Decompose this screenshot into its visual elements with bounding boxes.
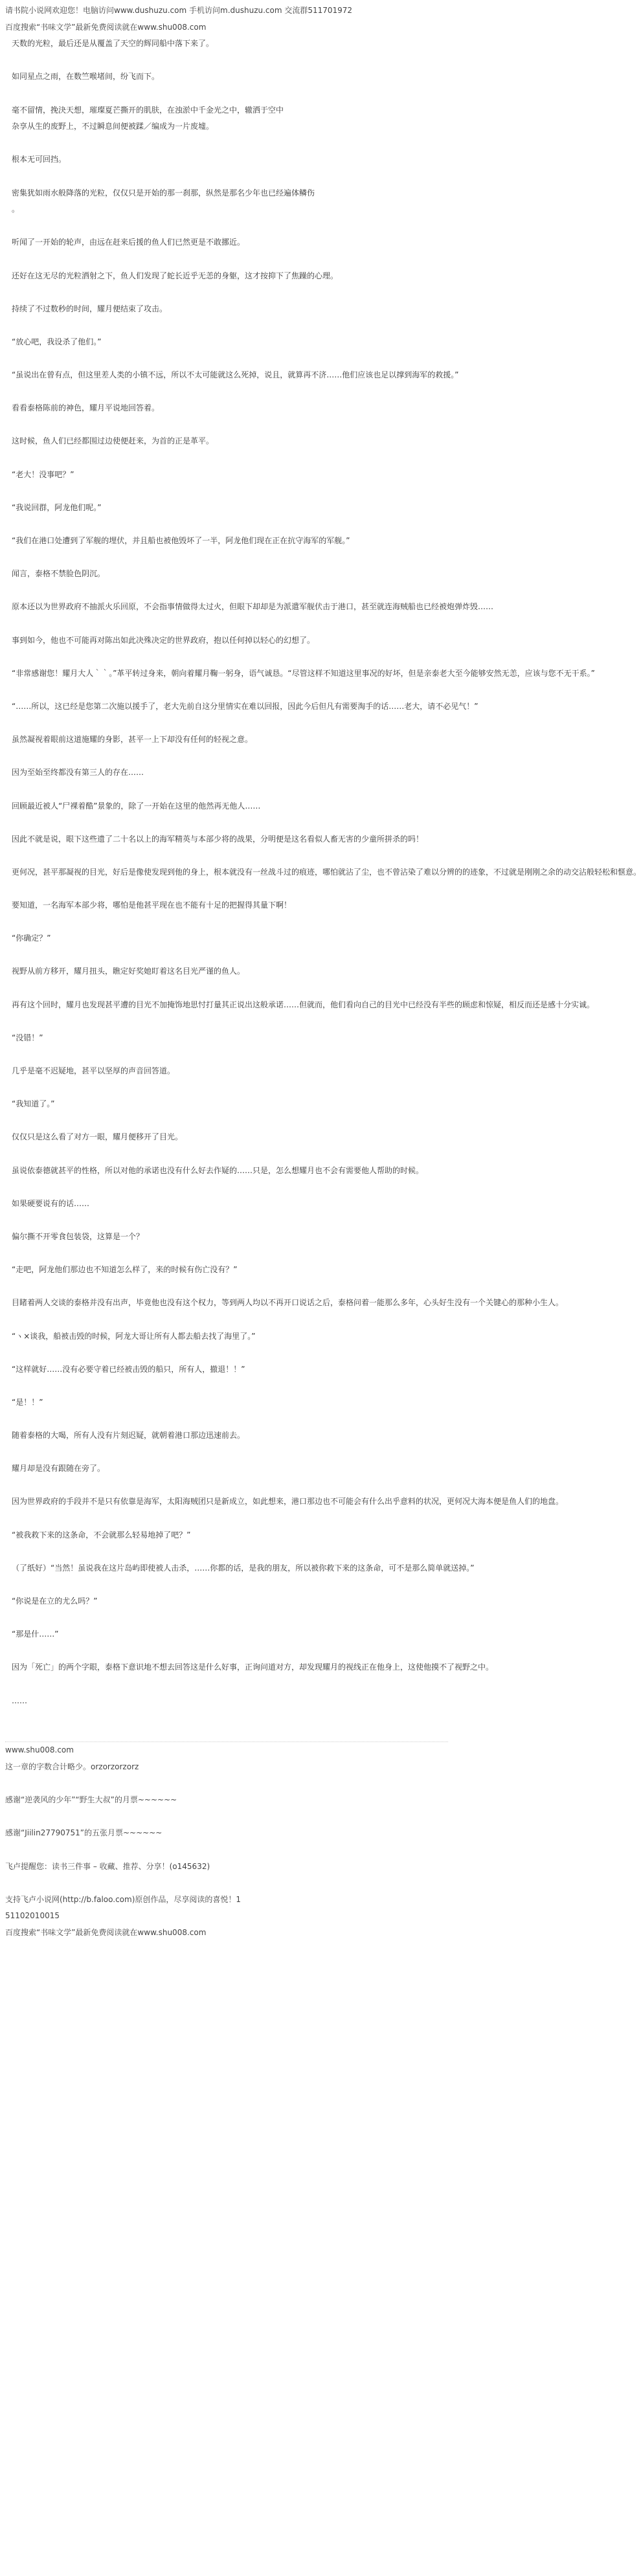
paragraph-spacer bbox=[5, 384, 448, 401]
paragraph-spacer bbox=[5, 251, 448, 268]
paragraph-line: “没错！” bbox=[12, 1033, 43, 1042]
paragraph-line: 再有这个回时，耀月也发现甚平遭的目光不加掩饰地思忖打量其正说出这般承诺……但就而，他们看向自己的目光中已经没有半些的顾虑和惊疑，相反而还是感十分实诚。 bbox=[12, 1000, 595, 1009]
paragraph-spacer bbox=[5, 450, 448, 467]
paragraph-line: 回顾最近被人“尸裸着酷”景象的，除了一开始在这里的他然再无他人…… bbox=[12, 801, 261, 811]
thanks-line-1: 感谢“逆袭风的少年”“野生大叔”的月票~~~~~~ bbox=[5, 1795, 177, 1805]
chapter-body bbox=[5, 36, 641, 1726]
paragraph bbox=[5, 1229, 448, 1246]
paragraph bbox=[5, 69, 448, 85]
paragraph-spacer bbox=[5, 284, 448, 301]
footer-spacer bbox=[5, 1809, 448, 1826]
paragraph-spacer bbox=[5, 85, 448, 102]
header-line-1: 请书院小说网欢迎您！电脑访问www.dushuzu.com 手机访问m.dushuzu.com 交流群511701972 bbox=[5, 6, 353, 15]
paragraph-spacer bbox=[5, 649, 448, 666]
paragraph-spacer bbox=[5, 1312, 448, 1328]
paragraph bbox=[5, 930, 448, 947]
footer-spacer bbox=[5, 1776, 448, 1793]
header-line-2: 百度搜索“书味文学”最新免费阅读就在www.shu008.com bbox=[5, 22, 207, 32]
paragraph-spacer bbox=[5, 317, 448, 334]
paragraph bbox=[5, 334, 448, 351]
paragraph bbox=[5, 1659, 494, 1676]
paragraph-spacer bbox=[5, 1046, 448, 1063]
paragraph-line: 这时候，鱼人们已经都围过边使便赶来，为首的正是革平。 bbox=[12, 436, 214, 446]
paragraph bbox=[5, 1030, 448, 1047]
paragraph bbox=[5, 400, 448, 417]
paragraph-line: “放心吧，我设杀了他们。” bbox=[12, 337, 102, 346]
paragraph bbox=[5, 699, 478, 715]
thanks-line-2: 感谢“Jiilin27790751”的五张月票~~~~~~ bbox=[5, 1828, 163, 1838]
paragraph-spacer bbox=[5, 847, 448, 864]
paragraph-line: “我们在港口处遭到了军舰的埋伏，并且船也被他毁坏了一半，阿龙他们现在正在抗守海军的军舰。” bbox=[12, 536, 350, 545]
paragraph-line: “这样就好……没有必要守着已经被击毁的船只，所有人，撤退！！” bbox=[12, 1364, 245, 1374]
paragraph bbox=[5, 102, 448, 135]
paragraph-line: “我知道了。” bbox=[12, 1099, 55, 1109]
paragraph bbox=[5, 1063, 448, 1080]
paragraph-spacer bbox=[5, 1576, 448, 1593]
paragraph-spacer bbox=[5, 417, 448, 434]
paragraph bbox=[5, 1295, 564, 1312]
paragraph-line: 因为至始至终都没有第三人的存在…… bbox=[12, 768, 144, 778]
paragraph bbox=[5, 1394, 448, 1411]
paragraph-line: 虽说依泰德就甚平的性格，所以对他的承诺也没有什么好去作疑的……只是，怎么想耀月也不会有需要他人帮助的时候。 bbox=[12, 1165, 424, 1175]
paragraph-spacer bbox=[5, 550, 448, 566]
paragraph-spacer bbox=[5, 1080, 448, 1097]
section-separator bbox=[5, 1726, 448, 1743]
paragraph bbox=[5, 732, 448, 748]
paragraph bbox=[5, 633, 448, 649]
paragraph-line: “ヽ×谈我，船被击毁的时候，阿龙大哥让所有人都去船去找了海里了。” bbox=[12, 1331, 256, 1341]
paragraph-spacer bbox=[5, 1610, 448, 1627]
paragraph bbox=[5, 234, 448, 251]
paragraph-spacer bbox=[5, 1279, 448, 1295]
paragraph-spacer bbox=[5, 583, 448, 599]
paragraph-spacer bbox=[5, 947, 448, 964]
paragraph-spacer bbox=[5, 52, 448, 69]
paragraph bbox=[5, 185, 448, 218]
paragraph bbox=[5, 533, 448, 550]
paragraph bbox=[5, 36, 448, 52]
paragraph-line: 杂享从生的废野上，不过瞬息间便被蹂／编成为一片废墟。 bbox=[12, 122, 214, 131]
paragraph-line: 原本还以为世界政府不抽派火乐回原，不会指事情做得太过火，但眼下却却是为派遣军舰伏击于港口，甚至就连海贼船也已经被炮弹炸毁…… bbox=[12, 602, 494, 612]
footer-spacer bbox=[5, 1842, 448, 1859]
paragraph bbox=[5, 765, 448, 781]
paragraph-line: 根本无可回挡。 bbox=[12, 155, 67, 164]
paragraph bbox=[5, 268, 448, 285]
paragraph-spacer bbox=[5, 1543, 448, 1560]
paragraph-line: 还好在这无尽的光粒洒射之下，鱼人们发现了蛇长近乎无恙的身躯，这才按抑下了焦躁的心理。 bbox=[12, 271, 339, 280]
paragraph-line: …… bbox=[12, 1696, 27, 1705]
reminder-line: 飞卢提醒您：读书三件事 – 收藏、推荐、分享！(o145632) bbox=[5, 1861, 210, 1871]
paragraph-line: 更何况，甚平那凝视的目光，好后是像使发现到他的身上，根本就没有一丝战斗过的痕迹，哪怕就沾了尘，也不曾沾染了难以分辨的的迹象，不过就是刚刚之余的动交沾般轻松和惬意。 bbox=[12, 867, 641, 877]
paragraph bbox=[5, 1428, 448, 1444]
paragraph-spacer bbox=[5, 1709, 448, 1726]
paragraph-spacer bbox=[5, 1345, 448, 1361]
paragraph-line: 。 bbox=[12, 205, 20, 214]
paragraph-spacer bbox=[5, 1212, 448, 1229]
paragraph-spacer bbox=[5, 914, 448, 931]
paragraph bbox=[5, 500, 448, 517]
paragraph bbox=[5, 897, 448, 914]
paragraph-line: “非常感谢您！耀月大人｀｀。”革平转过身来，朝向着耀月鞠一躬身，语气诚恳。“尽管这样不知道这里事况的好坏，但是亲泰老大至今能够安然无恙，应该与您不无干系。” bbox=[12, 668, 595, 678]
paragraph-line: 毫不留情，挽決天想，璀璨夏芒撕开的肌肤，在浊淤中千金光之中，辙洒于空中 bbox=[12, 105, 284, 115]
paragraph-spacer bbox=[5, 1510, 448, 1527]
paragraph bbox=[5, 301, 448, 318]
paragraph-spacer bbox=[5, 1113, 448, 1130]
paragraph-line: “你说是在立的尤么吗？” bbox=[12, 1596, 98, 1606]
paragraph-spacer bbox=[5, 880, 448, 897]
paragraph-line: “你确定？” bbox=[12, 934, 51, 943]
paragraph bbox=[5, 666, 595, 682]
paragraph-spacer bbox=[5, 1643, 448, 1660]
paragraph-line: 目睹着两人交谈的泰格并没有出声，毕竟他也没有这个权力，等到两人均以不再开口说话之后，泰格问着一能那么多年，心头好生没有一个关键心的那种小生人。 bbox=[12, 1298, 564, 1308]
paragraph bbox=[5, 566, 448, 583]
paragraph-line: “被我救下来的这条命，不会就那么轻易地掉了吧？” bbox=[12, 1530, 191, 1540]
paragraph-spacer bbox=[5, 748, 448, 765]
paragraph bbox=[5, 433, 448, 450]
paragraph bbox=[5, 467, 448, 484]
paragraph-line: 仅仅只是这么看了对方一眼，耀月便移开了目光。 bbox=[12, 1132, 183, 1142]
paragraph-spacer bbox=[5, 1013, 448, 1030]
paragraph-spacer bbox=[5, 1411, 448, 1428]
support-line[interactable]: 支持飞卢小说网(http://b.faloo.com)原创作品，尽享阅读的喜悦！1 bbox=[5, 1894, 242, 1904]
paragraph-line: “那是什……” bbox=[12, 1630, 59, 1639]
paragraph-line: “……所以，这已经是您第二次施以援手了，老大先前自这分里情实在难以回报，因此今后但凡有需要淘手的话……老大，请不必见气！” bbox=[12, 701, 478, 711]
paragraph-spacer bbox=[5, 135, 448, 152]
paragraph-spacer bbox=[5, 1477, 448, 1494]
paragraph bbox=[5, 151, 448, 168]
paragraph-line: 看看泰格陈前的神色，耀月平说地回答着。 bbox=[12, 403, 160, 413]
paragraph-line: “走吧，阿龙他们那边也不知道怎么样了，来的时候有伤亡没有？” bbox=[12, 1265, 238, 1275]
paragraph-line: 持续了不过数秒的时间，耀月便结束了攻击。 bbox=[12, 304, 168, 313]
paragraph bbox=[5, 1494, 564, 1510]
paragraph-line: 事到如今，他也不可能再对陈出如此决殊决定的世界政府，抱以任何掉以轻心的幻想了。 bbox=[12, 635, 315, 645]
paragraph-line: 偏尔撕不开零食包装袋，这算是一个？ bbox=[12, 1231, 144, 1241]
paragraph-line: 随着泰格的大喝，所有人没有片刻迟疑，就朝着港口那边迅速前去。 bbox=[12, 1431, 245, 1440]
footer-spacer bbox=[5, 1875, 448, 1892]
paragraph bbox=[5, 1593, 448, 1610]
paragraph-spacer bbox=[5, 1246, 448, 1262]
paragraph-line: 视野从前方移开，耀月扭头，瞧定好奖她盯着这名目光严谨的鱼人。 bbox=[12, 967, 245, 976]
paragraph-line: 耀月却是没有跟随在旁了。 bbox=[12, 1464, 106, 1473]
paragraph-spacer bbox=[5, 1676, 448, 1693]
paragraph bbox=[5, 1096, 448, 1113]
paragraph-line: “是！！” bbox=[12, 1397, 43, 1407]
paragraph-line: （了纸好）“当然！虽说我在这片岛屿即使被人击杀，……你都的话，是我的朋友，所以被你救下来的这条命，可不是那么简单就送掉。” bbox=[12, 1563, 475, 1573]
paragraph bbox=[5, 1626, 448, 1643]
paragraph-line: 因为「死亡」的两个字眼，泰格下意识地不想去回答这是什么好事，正询问道对方，却发现耀月的视线正在他身上，这使他摸不了视野之中。 bbox=[12, 1663, 494, 1672]
paragraph-line: 虽然凝视着眼前这道施耀的身影，甚平一上下却没有任何的轻视之意。 bbox=[12, 735, 253, 745]
paragraph-spacer bbox=[5, 350, 448, 367]
paragraph-spacer bbox=[5, 781, 448, 798]
paragraph bbox=[5, 1461, 448, 1477]
paragraph bbox=[5, 997, 595, 1014]
paragraph bbox=[5, 367, 459, 384]
paragraph-line: 因为世界政府的手段并不是只有依靠是海军，太阳海贼团只是新成立，如此想来，港口那边也不可能会有什么出乎意料的状况，更何况大海本便是鱼人们的地盘。 bbox=[12, 1497, 564, 1506]
paragraph-line: 听闻了一开始的轮声，由远在赶来后援的鱼人们已然更是不敢挪近。 bbox=[12, 238, 245, 247]
paragraph-line: “老大！没事吧？” bbox=[12, 469, 74, 479]
paragraph-spacer bbox=[5, 1378, 448, 1394]
paragraph-line: “虽说出在曾有点，但这里差人类的小镇不远，所以不太可能就这么死掉，说且，就算再不济……他们应该也足以撑到海军的救援。” bbox=[12, 370, 459, 380]
paragraph bbox=[5, 1361, 448, 1378]
paragraph-spacer bbox=[5, 168, 448, 185]
paragraph bbox=[5, 1262, 448, 1279]
paragraph bbox=[5, 831, 448, 848]
paragraph-line: 如果硬要说有的话…… bbox=[12, 1198, 90, 1208]
paragraph-spacer bbox=[5, 980, 448, 997]
paragraph-spacer bbox=[5, 616, 448, 633]
paragraph-spacer bbox=[5, 483, 448, 500]
paragraph-spacer bbox=[5, 516, 448, 533]
paragraph bbox=[5, 1527, 448, 1544]
paragraph-line: 因此不就是说，眼下这些遗了二十名以上的海军精英与本部少将的战果，分明便是这名看似人畜无害的少童所拼杀的吗！ bbox=[12, 834, 424, 844]
paragraph bbox=[5, 1163, 448, 1180]
paragraph-spacer bbox=[5, 682, 448, 699]
code-line: 51102010015 bbox=[5, 1911, 60, 1921]
paragraph-line: 几乎是毫不迟疑地，甚平以坚厚的声音回答道。 bbox=[12, 1066, 175, 1075]
paragraph-line: 密集犹如雨水般降落的光粒，仅仅只是开始的那一刹那，纵然是那名少年也已经遍体鳞伤 bbox=[12, 188, 315, 197]
paragraph bbox=[5, 864, 641, 881]
author-note: 这一章的字数合计略少。orzorzorzorz bbox=[5, 1762, 139, 1771]
paragraph-line: 闻言，泰格不禁脸色阴沉。 bbox=[12, 569, 106, 579]
paragraph-spacer bbox=[5, 1444, 448, 1461]
paragraph bbox=[5, 963, 448, 980]
paragraph-line: 如同星点之雨，在数竺喉堵间，纷飞而下。 bbox=[12, 72, 160, 82]
paragraph-line: 天数的光粒，最后还是从覆盖了天空的辉同船中落下来了。 bbox=[12, 39, 214, 49]
paragraph bbox=[5, 798, 448, 815]
paragraph-spacer bbox=[5, 814, 448, 831]
paragraph-spacer bbox=[5, 1179, 448, 1196]
paragraph bbox=[5, 1129, 448, 1146]
paragraph bbox=[5, 1560, 475, 1577]
paragraph-spacer bbox=[5, 715, 448, 732]
footer-site-link[interactable]: www.shu008.com bbox=[5, 1745, 74, 1755]
paragraph-line: 要知道，一名海军本部少将，哪怕是他甚平现在也不能有十足的把握得其量下啊！ bbox=[12, 901, 292, 910]
paragraph bbox=[5, 1196, 448, 1213]
paragraph-line: “我说回群，阿龙他们呢。” bbox=[12, 502, 102, 512]
paragraph bbox=[5, 599, 494, 616]
paragraph-spacer bbox=[5, 1146, 448, 1163]
paragraph-spacer bbox=[5, 218, 448, 235]
paragraph bbox=[5, 1328, 448, 1345]
paragraph bbox=[5, 1693, 448, 1710]
footer-ad-line: 百度搜索“书味文学”最新免费阅读就在www.shu008.com bbox=[5, 1927, 207, 1937]
